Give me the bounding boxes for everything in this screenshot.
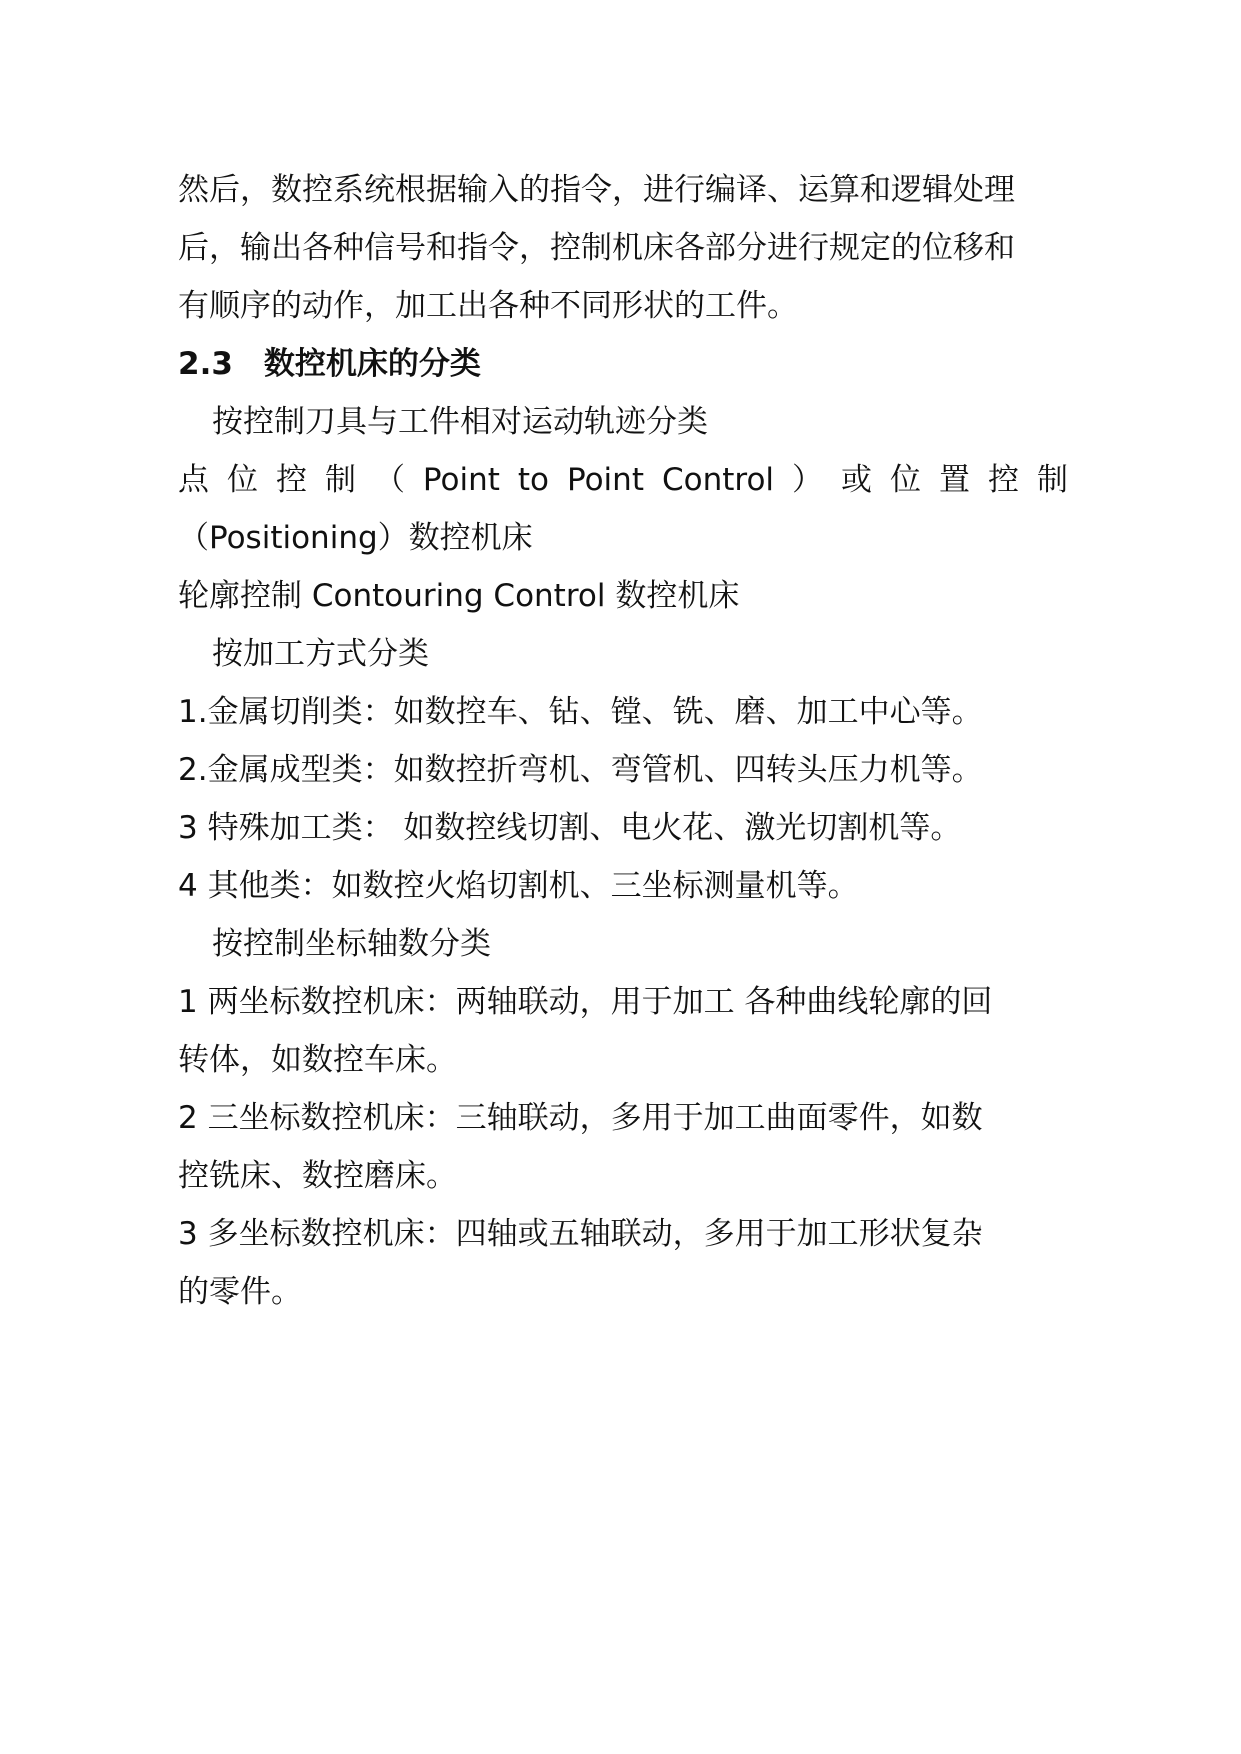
list-item: 3 多坐标数控机床：四轴或五轴联动，多用于加工形状复杂 (178, 1216, 983, 1252)
word: 制 (324, 462, 356, 498)
list-item: 控铣床、数控磨床。 (178, 1158, 457, 1194)
word: 位 (889, 462, 921, 498)
section-heading: 2.3 数控机床的分类 (178, 346, 481, 382)
word: Point (567, 462, 644, 498)
word: 或 (841, 462, 872, 498)
list-item: 1 两坐标数控机床：两轴联动，用于加工 各种曲线轮廓的回 (178, 984, 993, 1020)
word: 制 (1036, 462, 1068, 498)
list-item: 2 三坐标数控机床：三轴联动，多用于加工曲面零件，如数 (178, 1100, 983, 1136)
list-item: 1.金属切削类：如数控车、钻、镗、铣、磨、加工中心等。 (178, 694, 983, 730)
paragraph-line: 有顺序的动作，加工出各种不同形状的工件。 (178, 288, 798, 324)
word: Point (422, 462, 500, 498)
word: 置 (938, 462, 970, 498)
list-item: 转体，如数控车床。 (178, 1042, 457, 1078)
list-item: 2.金属成型类：如数控折弯机、弯管机、四转头压力机等。 (178, 752, 983, 788)
word: 控 (987, 462, 1019, 498)
category-title: 按加工方式分类 (212, 636, 429, 672)
paragraph-line: （Positioning）数控机床 (178, 520, 533, 556)
category-title: 按控制刀具与工件相对运动轨迹分类 (212, 404, 708, 440)
category-title: 按控制坐标轴数分类 (212, 926, 491, 962)
word: （ (373, 462, 405, 498)
word: to (517, 462, 550, 498)
word: 位 (226, 462, 258, 498)
paragraph-line: 轮廓控制 Contouring Control 数控机床 (178, 578, 740, 614)
list-item: 的零件。 (178, 1274, 302, 1310)
word: 控 (275, 462, 307, 498)
word: 点 (178, 462, 209, 498)
list-item: 3 特殊加工类： 如数控线切割、电火花、激光切割机等。 (178, 810, 962, 846)
list-item: 4 其他类：如数控火焰切割机、三坐标测量机等。 (178, 868, 859, 904)
paragraph-line: 后，输出各种信号和指令，控制机床各部分进行规定的位移和 (178, 230, 1015, 266)
paragraph-line: 然后，数控系统根据输入的指令，进行编译、运算和逻辑处理 (178, 172, 1015, 208)
justified-line (178, 460, 1068, 500)
word: ） (792, 462, 824, 498)
word: Control (661, 462, 775, 498)
